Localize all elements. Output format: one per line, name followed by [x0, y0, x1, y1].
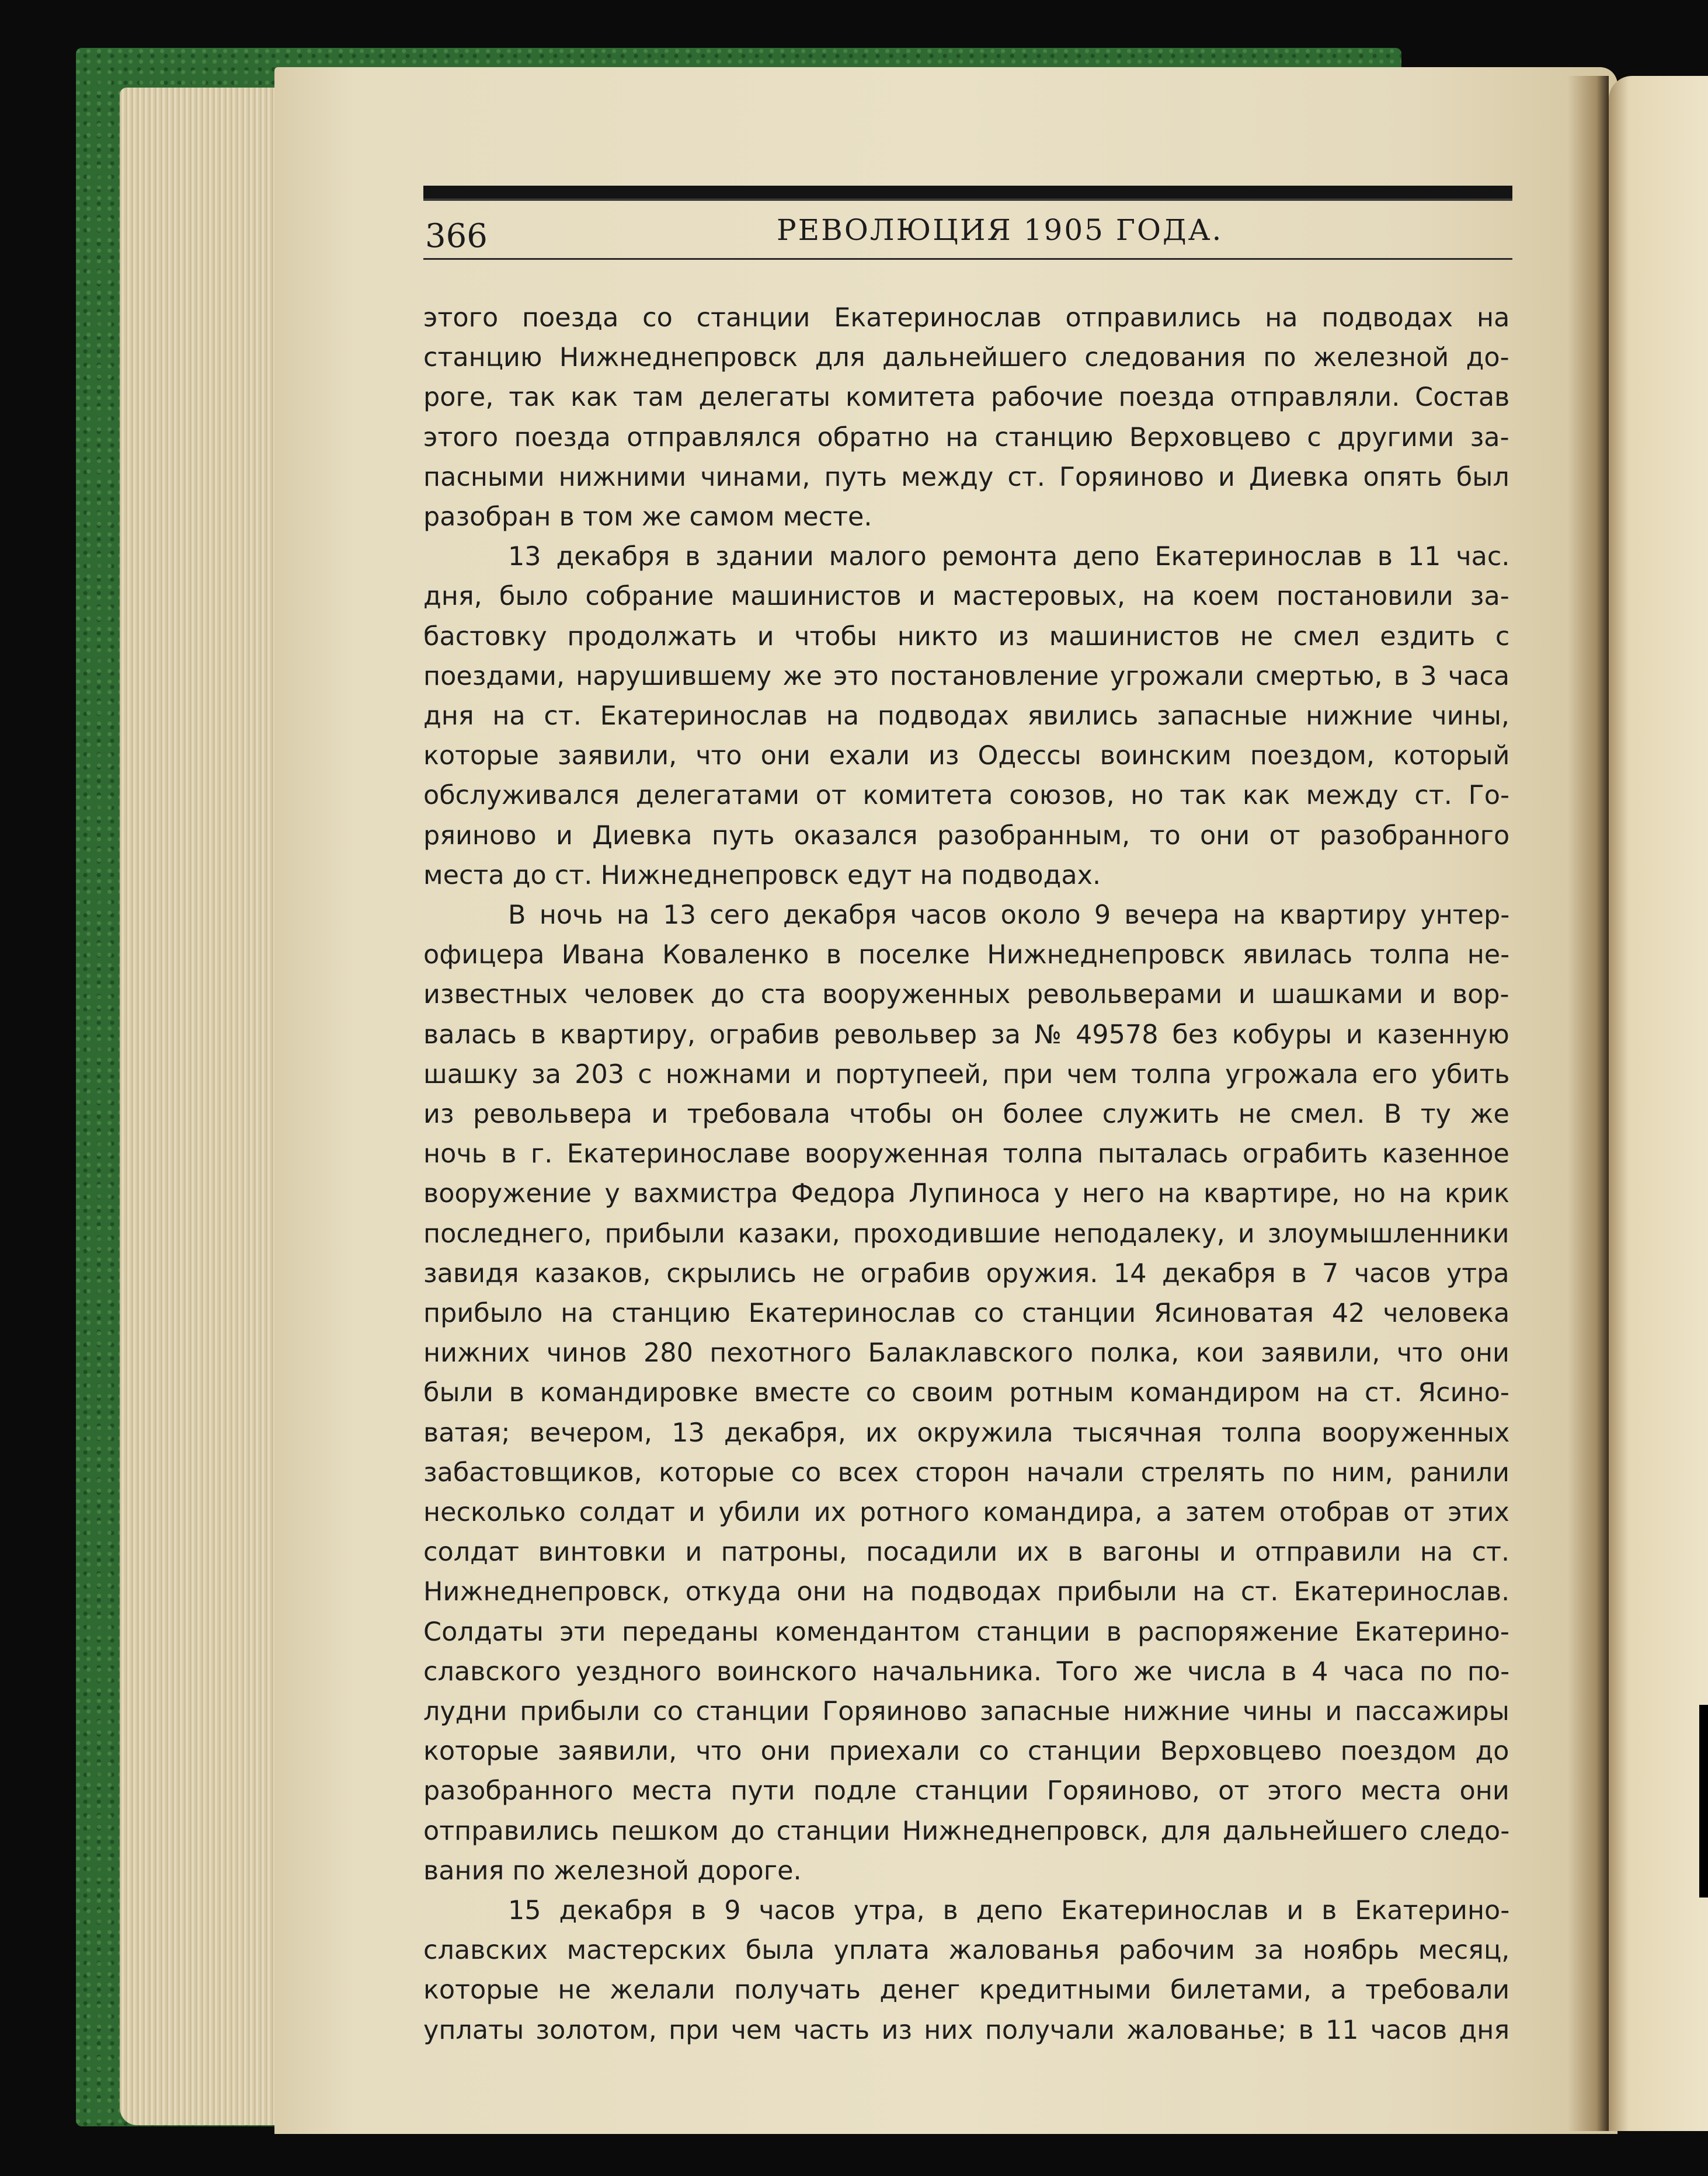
text-line: вания по железной дороге.	[423, 1855, 802, 1886]
text-line: были в командировке вместе со своим ротным командиром на ст. Ясино-	[423, 1378, 1509, 1408]
text-line: которые не желали получать денег кредитными билетами, а требовали	[423, 1975, 1510, 2006]
text-line: ватая; вечером, 13 декабря, их окружила тысячная толпа вооруженных	[423, 1418, 1510, 1448]
text-line: шашку за 203 с ножнами и портупеей, при чем толпа угрожала его убить	[423, 1059, 1510, 1089]
text-line: обслуживался делегатами от комитета союзов, но так как между ст. Го-	[423, 781, 1510, 811]
text-line: известных человек до ста вооруженных револьверами и шашками и вор-	[423, 980, 1509, 1010]
header-underline	[423, 258, 1512, 260]
page-number: 366	[425, 217, 488, 255]
text-line: из револьвера и требовала чтобы он более служить не смел. В ту же	[423, 1099, 1509, 1129]
text-line: последнего, прибыли казаки, проходившие неподалеку, и злоумышленники	[423, 1218, 1509, 1249]
page-edges	[120, 88, 295, 2125]
text-line: забастовщиков, которые со всех сторон начали стрелять по ним, ранили	[423, 1457, 1510, 1488]
text-line: станцию Нижнеднепровск для дальнейшего следования по железной до-	[423, 343, 1509, 373]
text-line: 15 декабря в 9 часов утра, в депо Екатеринослав и в Екатерино-	[508, 1896, 1510, 1926]
text-line: роге, так как там делегаты комитета рабочие поезда отправляли. Состав	[423, 382, 1510, 413]
text-line: славского уездного воинского начальника. Того же числа в 4 часа по по-	[423, 1656, 1510, 1687]
header-rule	[423, 186, 1512, 201]
text-line: нижних чинов 280 пехотного Балаклавского полка, кои заявили, что они	[423, 1338, 1509, 1369]
text-line: В ночь на 13 сего декабря часов около 9 вечера на квартиру унтер-	[508, 900, 1510, 930]
text-line: Солдаты эти переданы комендантом станции в распоряжение Екатерино-	[423, 1617, 1509, 1647]
text-line: солдат винтовки и патроны, посадили их в вагоны и отправили на ст.	[423, 1537, 1510, 1568]
text-line: 13 декабря в здании малого ремонта депо Екатеринослав в 11 час.	[508, 542, 1510, 572]
text-line: несколько солдат и убили их ротного командира, а затем отобрав от этих	[423, 1498, 1509, 1527]
text-line: лудни прибыли со станции Горяиново запасные нижние чины и пассажиры	[423, 1697, 1509, 1726]
text-line: вооружение у вахмистра Федора Лупиноса у него на квартире, но на крик	[423, 1179, 1509, 1209]
text-line: разобранного места пути подле станции Горяиново, от этого места они	[423, 1776, 1509, 1806]
text-line: этого поезда со станции Екатеринослав отправились на подводах на	[423, 303, 1510, 333]
text-line: места до ст. Нижнеднепровск едут на подводах.	[423, 860, 1101, 890]
text-line: валась в квартиру, ограбив револьвер за № 49578 без кобуры и казенную	[423, 1019, 1509, 1050]
text-line: славских мастерских была уплата жалованья рабочим за ноябрь месяц,	[423, 1935, 1510, 1966]
text-line: которые заявили, что они ехали из Одессы воинским поездом, который	[423, 741, 1510, 771]
text-line: дня на ст. Екатеринослав на подводах явились запасные нижние чины,	[423, 701, 1509, 731]
page-marker	[1699, 1705, 1708, 1898]
text-line: ряиново и Диевка путь оказался разобранным, то они от разобранного	[423, 820, 1510, 851]
text-line: завидя казаков, скрылись не ограбив оружия. 14 декабря в 7 часов утра	[423, 1258, 1509, 1289]
gutter-shadow	[1568, 76, 1609, 2131]
text-line: разобран в том же самом месте.	[423, 502, 872, 532]
text-line: отправились пешком до станции Нижнеднепровск, для дальнейшего следо-	[423, 1816, 1510, 1846]
text-line: дня, было собрание машинистов и мастеровых, на коем постановили за-	[423, 582, 1509, 612]
text-line: Нижнеднепровск, откуда они на подводах прибыли на ст. Екатеринослав.	[423, 1577, 1510, 1607]
text-line: поездами, нарушившему же это постановление угрожали смертью, в 3 часа	[423, 661, 1510, 691]
text-line: пасными нижними чинами, путь между ст. Горяиново и Диевка опять был	[423, 462, 1509, 492]
text-line: этого поезда отправлялся обратно на станцию Верховцево с другими за-	[423, 422, 1509, 452]
text-line: прибыло на станцию Екатеринослав со станции Ясиноватая 42 человека	[423, 1298, 1510, 1328]
text-line: офицера Ивана Коваленко в поселке Нижнеднепровск явилась толпа не-	[423, 940, 1510, 970]
text-line: уплаты золотом, при чем часть из них получали жалованье; в 11 часов дня	[423, 2015, 1510, 2045]
text-line: ночь в г. Екатеринославе вооруженная толпа пыталась ограбить казенное	[423, 1139, 1509, 1169]
facing-page	[1609, 76, 1708, 2131]
text-line: бастовку продолжать и чтобы никто из машинистов не смел ездить с	[423, 621, 1510, 652]
running-head: РЕВОЛЮЦИЯ 1905 ГОДА.	[777, 213, 1223, 247]
text-line: которые заявили, что они приехали со станции Верховцево поездом до	[423, 1736, 1509, 1767]
